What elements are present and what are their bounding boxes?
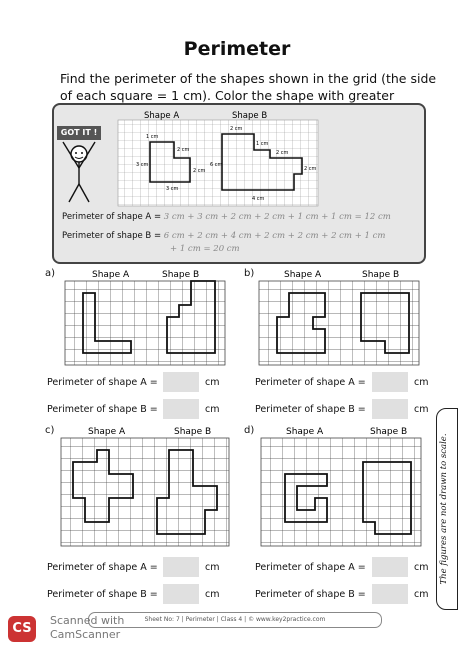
question-d-grid [258, 422, 426, 548]
perimeter-b-label: Perimeter of shape B = [62, 231, 164, 241]
dim-label: 6 cm [210, 162, 223, 168]
shape-b-label: Shape B [174, 427, 212, 437]
shape-a-label: Shape A [284, 270, 322, 280]
dim-label: 2 cm [276, 150, 289, 156]
perimeter-b-prompt: Perimeter of shape B = [255, 589, 366, 600]
scanner-line-1: Scanned with [50, 614, 125, 627]
perimeter-a-work: 3 cm + 3 cm + 2 cm + 2 cm + 1 cm + 1 cm = 12 cm [163, 212, 391, 222]
example-shape-a-label: Shape A [144, 111, 180, 121]
perimeter-b-work: 6 cm + 2 cm + 4 cm + 2 cm + 2 cm + 2 cm + 1 cm [163, 231, 386, 241]
dim-label: 4 cm [252, 196, 265, 202]
dim-label: 2 cm [177, 147, 190, 153]
dim-label: 1 cm [256, 141, 269, 147]
unit-label: cm [205, 589, 220, 600]
question-b-letter: b) [244, 268, 255, 279]
shape-a-label: Shape A [88, 427, 126, 437]
side-note-tab [436, 408, 458, 610]
unit-label: cm [205, 377, 220, 388]
shape-b-label: Shape B [162, 270, 200, 280]
perimeter-a-prompt: Perimeter of shape A = [47, 377, 158, 388]
example-perimeter-a [62, 212, 391, 222]
answer-b-input[interactable] [372, 584, 408, 604]
question-b-grid [256, 265, 422, 367]
dim-label: 1 cm [146, 134, 159, 140]
scanner-line-2: CamScanner [50, 628, 121, 641]
question-a-grid [62, 265, 228, 367]
scanner-watermark [50, 614, 124, 642]
dim-label: 2 cm [193, 168, 206, 174]
shape-b-label: Shape B [370, 427, 408, 437]
dim-label: 3 cm [136, 162, 149, 168]
unit-label: cm [414, 589, 429, 600]
instructions: Find the perimeter of the shapes shown in the grid (the side of each square = 1 cm). Color the shape with greater [60, 71, 437, 103]
perimeter-a-prompt: Perimeter of shape A = [47, 562, 158, 573]
unit-label: cm [205, 404, 220, 415]
answer-a-input[interactable] [163, 557, 199, 577]
perimeter-a-label: Perimeter of shape A = [62, 212, 164, 222]
perimeter-b-work-cont: + 1 cm = 20 cm [170, 244, 240, 254]
perimeter-a-prompt: Perimeter of shape A = [255, 562, 366, 573]
unit-label: cm [414, 562, 429, 573]
example-shape-b-label: Shape B [232, 111, 268, 121]
camscanner-logo [0, 612, 48, 650]
answer-b-input[interactable] [372, 399, 408, 419]
answer-b-input[interactable] [163, 584, 199, 604]
dim-label: 2 cm [230, 126, 243, 132]
question-a-letter: a) [45, 268, 56, 279]
stick-figure-icon [57, 140, 101, 204]
dim-label: 2 cm [304, 166, 317, 172]
dim-label: 3 cm [166, 186, 179, 192]
perimeter-b-prompt: Perimeter of shape B = [47, 404, 158, 415]
example-perimeter-b [62, 231, 385, 241]
perimeter-a-prompt: Perimeter of shape A = [255, 377, 366, 388]
got-it-badge: GOT IT ! [57, 126, 101, 140]
unit-label: cm [414, 404, 429, 415]
question-c-grid [58, 422, 230, 548]
shape-a-label: Shape A [92, 270, 130, 280]
shape-b-label: Shape B [362, 270, 400, 280]
perimeter-b-prompt: Perimeter of shape B = [47, 589, 158, 600]
answer-b-input[interactable] [163, 399, 199, 419]
unit-label: cm [414, 377, 429, 388]
cs-icon: CS [8, 616, 36, 642]
footer: Sheet No: 7 | Perimeter | Class 4 | © www.key2practice.com [88, 612, 382, 628]
unit-label: cm [205, 562, 220, 573]
example-perimeter-b-cont [170, 244, 240, 254]
scale-note: The figures are not drawn to scale. [439, 433, 449, 585]
shape-a-label: Shape A [286, 427, 324, 437]
question-c-letter: c) [45, 425, 55, 436]
question-d-letter: d) [244, 425, 255, 436]
answer-a-input[interactable] [372, 557, 408, 577]
answer-a-input[interactable] [163, 372, 199, 392]
page-title: Perimeter [183, 38, 291, 60]
answer-a-input[interactable] [372, 372, 408, 392]
perimeter-b-prompt: Perimeter of shape B = [255, 404, 366, 415]
example-grid [116, 108, 320, 208]
